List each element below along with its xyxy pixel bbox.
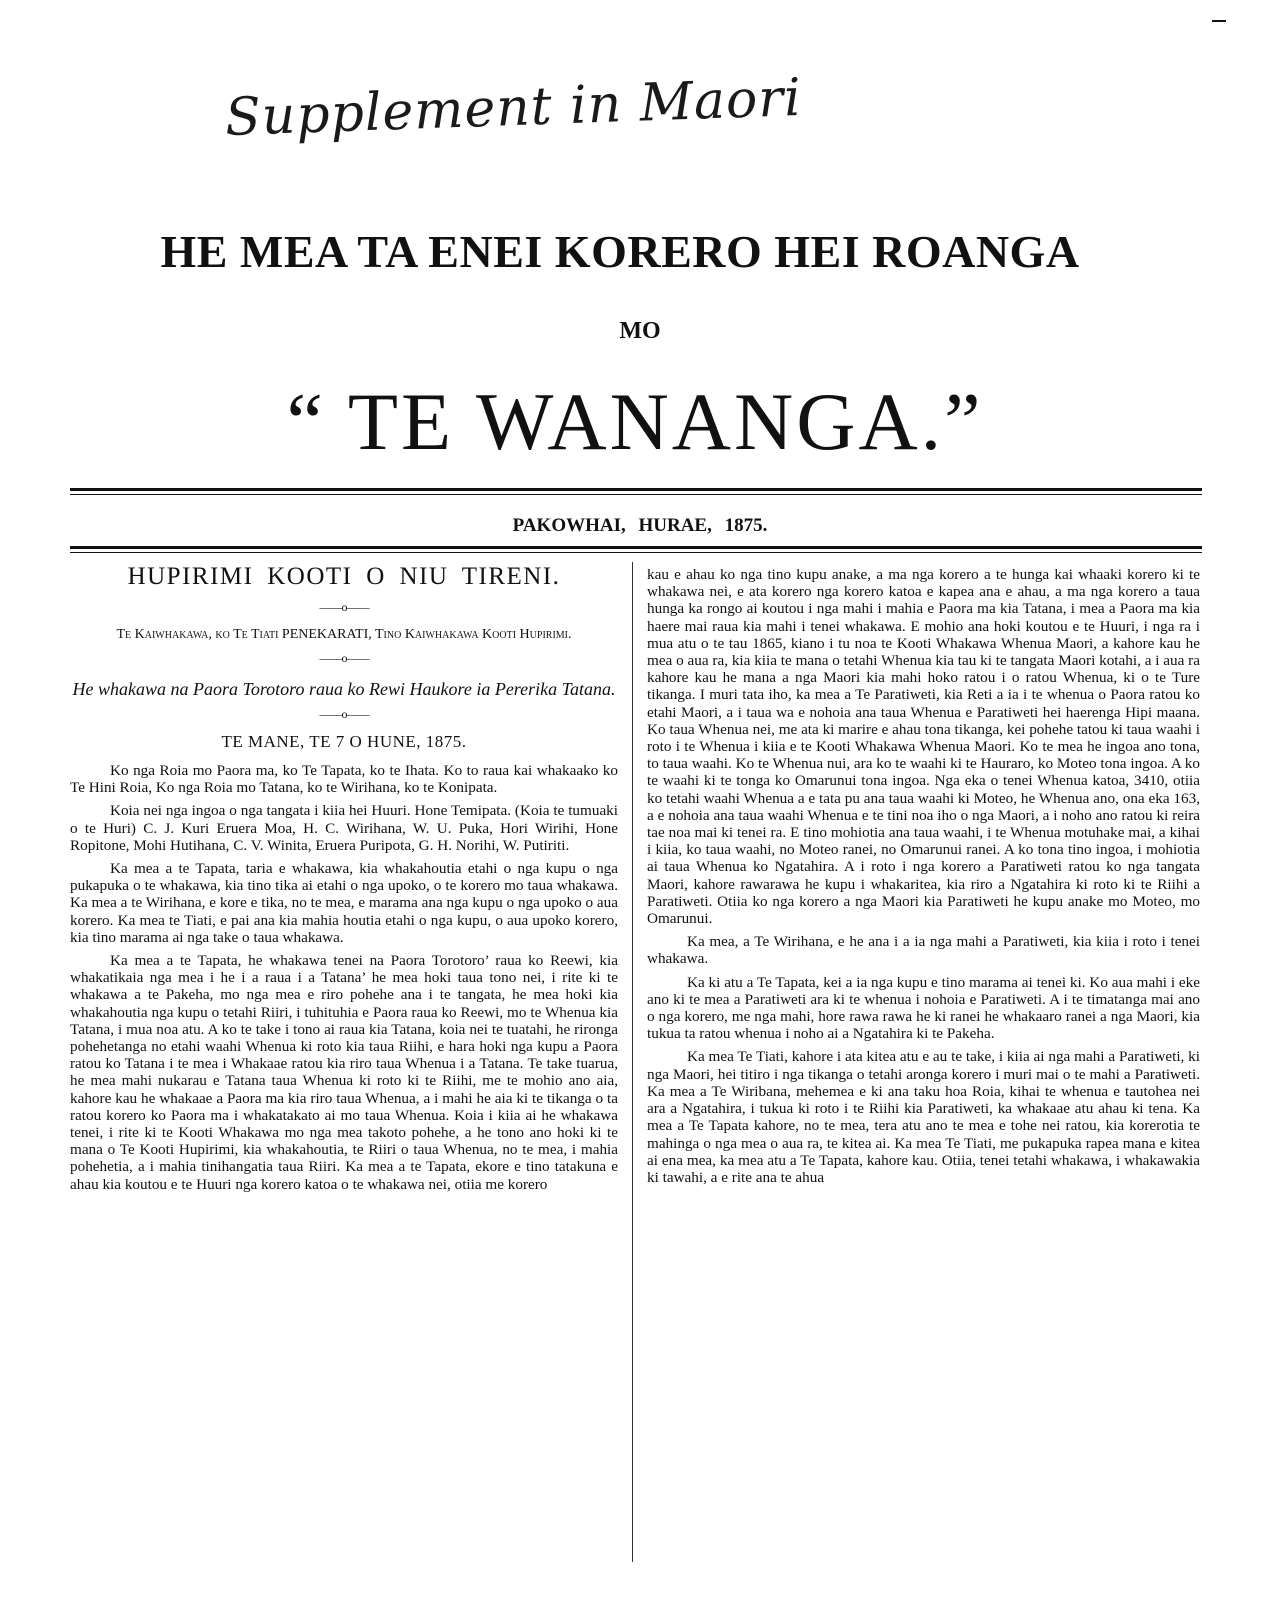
paragraph: Ka mea a te Tapata, he whakawa tenei na Paora Torotoro’ raua ko Reewi, kia whakatikaia nga mea i he i a raua i a Tatana’ he mea hoki taua tono nei, i rite ki te whakawa a te Pakeha, mo nga mea e riro pohehe ana i te tangata, he mea hoki kia whakahoutia nga kupu o tetahi Riiri, i tuhituhia e Paora raua ko Reewi, mo te Whenua kia Tatana, i mua noa atu. A ko te take i tono ai raua kia Tatana, koia nei te tuatahi, he rironga pohehetanga no etahi waahi Whenua ki roto kia taua Riihi, e hara hoki nga kupu a Paora ratou ko Tatana i te mea i Whakaae ratou kia riro taua Whenua i a Tatana. Te take tuarua, he mea mahi nukarau e Tatana taua Whenua ki roto ki te Riihi, me te mohio ano aia, kahore kau he whakaae a Paora ma kia riro taua Whenua, a i mahi he aia ki te tikanga o ta ratou korero ko Paora ma i whakatakato ai mo taua Whenua. Koia i kiia ai he whakawa tenei, i rite ki te Kooti Whakawa mo nga mea takoto pohehe, a he tono ano hoki ki te mana o Te Kooti Hupirimi, kia whakahoutia, te Riiri o taua Whenua, no te mea, i mahia pohehetia, a i mahia tinihangatia taua Riiri. Ka mea a te Tapata, ekore e tino tatakuna e ahau kia koutou e te Huuri nga korero katoa o te whakawa nei, otiia me korero	[70, 952, 618, 1193]
dateline: PAKOWHAI, HURAE, 1875.	[512, 515, 768, 536]
dateline-rule	[70, 546, 1202, 553]
paragraph: kau e ahau ko nga tino kupu anake, a ma nga korero a te hunga kai whaaki korero ki te whakawa nei, e ata korero nga korero katoa e kapea ana e ahau, a ma nga korero a taua hunga ka rongo ai koutou i nga mahi i mahia e Paora ma kia Tatana, i mea a Paora ma kia haere mai raua kia mahi i tenei whakawa. E mohio ana hoki koutou e te Huuri, i nga ra i mua atu o te tau 1865, kiano i tu noa te Kooti Whakawa Whenua Maori, a kahore kau he mea o aua ra, kia kiia te mana o tetahi Whenua kia tau ki te tangata Maori kotahi, a i aua ra kahore kau he mana a nga Maori kia mahi hoko ratou i o ratou Whenua, ki o te Ture tikanga. I muri tata iho, ka mea a Te Paratiweti, kia Reti a ia i te whenua o Paora ratou ko etahi Maori, a i taua wa e nohoia ana taua Whenua e Paratiweti hei haerenga Hipi maana. Ko taua Whenua nei, me ata ki marire e ahau tona tikanga, kei pohehe tatou ki taua waahi i roto i te Whenua i kiia e te Kooti Whakawa Whenua Maori. Ko te mea he ingoa ano tona, to taua waahi. Ko te Whenua nui, ara ko te waahi ki te Hauraro, ko Moteo tona ingoa. A ko te waahi ki te tonga ko Omarunui tona ingoa. Nga eka o tenei Whenua katoa, 3410, otiia ko tetahi waahi Whenua a e tata pu ana taua waahi ki Moteo, he Whenua ano, ona eka 163, a e nohoia ana taua waahi Whenua e te tini noa iho o nga Maori, a i noho ano ratou ki reira tae noa mai ki tenei ra. E tino mohiotia ana taua waahi, i te Whenua motuhake mai, a kihai i kiia, ko taua waahi, no Moteo ranei, no Omarunui ranei. A ko tona tino ingoa, i mohiotia ai taua Whenua ko Ngatahira. A i roto i nga korero a Paratiweti ratou ko nga tangata Maori, kahore rawarawa he kupu i whakaritea, kia riro a Ngatahira ki roto ki te Riihi a Paratiweti. Otiia ko nga korero a nga Maori kia Paratiweti he kupu anake mo Moteo, mo Omarunui.	[647, 566, 1201, 928]
column-divider	[632, 562, 633, 1562]
paragraph: Ka mea, a Te Wirihana, e he ana i a ia nga mahi a Paratiweti, kia kiia i roto i tenei whakawa.	[647, 933, 1200, 968]
main-title: HE MEA TA ENEI KORERO HEI ROANGA	[160, 226, 1080, 277]
paragraph: Ka ki atu a Te Tapata, kei a ia nga kupu e tino marama ai tenei ki. Ko aua mahi i eke ano ki te mea a Paratiweti ara ki te whenua i nohoia e Paratiweti. A i te timatanga mai ano o nga korero, me nga mahi, hore rawa rawa he ki ranei he whakaaro ranei a nga Maori, kia tukua ta ratou whenua i noho ai a Ngatahira ki te Pakeha.	[647, 973, 1200, 1043]
hearing-date: TE MANE, TE 7 O HUNE, 1875.	[221, 731, 467, 751]
ornament-divider: ——o——	[319, 651, 369, 666]
section-title: HUPIRIMI KOOTI O NIU TIRENI.	[127, 563, 561, 590]
case-title: He whakawa na Paora Torotoro raua ko Rewi Haukore ia Pererika Tatana.	[72, 678, 616, 699]
right-column	[647, 566, 1200, 1192]
paragraph: Ko nga Roia mo Paora ma, ko Te Tapata, ko te Ihata. Ko to raua kai whakaako ko Te Hini Roia, Ko nga Roia mo Tatana, ko te Wirihana, ko te Konipata.	[70, 762, 618, 797]
left-column	[70, 563, 618, 1199]
handwritten-note: Supplement in Maori	[224, 67, 803, 149]
judge-line: Te Kaiwhakawa, ko Te Tiati PENEKARATI, Tino Kaiwhakawa Kooti Hupirimi.	[116, 627, 572, 643]
ornament-divider: ——o——	[319, 600, 369, 615]
paragraph: Ka mea a te Tapata, taria e whakawa, kia whakahoutia etahi o nga kupu o nga pukapuka o te whakawa, kia tino tika ai etahi o nga upoko, o te korero mo taua whakawa. Ka mea a te Wirihana, e kore e tika, no te mea, e marama ana nga kupu o nga upoko o aua korero. Ka mea te Tiati, e pai ana kia mahia houtia etahi o nga kupu, o aua upoko korero, kia tino marama ai nga take o taua whakawa.	[70, 860, 618, 946]
title-connector: MO	[619, 318, 661, 344]
scan-mark	[1212, 20, 1226, 22]
paper-name: “ TE WANANGA.”	[286, 376, 984, 467]
paragraph: Koia nei nga ingoa o nga tangata i kiia hei Huuri. Hone Temipata. (Koia te tumuaki o te Huri) C. J. Kuri Eruera Moa, H. C. Wirihana, W. U. Puka, Hori Wirihi, Hone Ropitone, Mohi Hutihana, C. V. Winita, Eruera Puripota, G. H. Norihi, W. Putiriti.	[70, 802, 618, 854]
paragraph: Ka mea Te Tiati, kahore i ata kitea atu e au te take, i kiia ai nga mahi a Paratiweti, ki nga Maori, hei titiro i nga tikanga o tetahi aronga korero i muri mai o te mahi a Paratiweti. Ka mea a Te Wiribana, mehemea e ki ana taku hoa Roia, kihai te whenua e tautohea nei ara a Ngatahira, i tukua ki roto i te Riihi kia Paratiweti, ka whakaae atu ahau ki tena. Ka mea a Te Tapata kahore, no te mea, tera atu ano te mea e tohe nei ratou, kia korerotia te mahinga o nga mea o aua ra, te kitea ai. Ka mea Te Tiati, me pukapuka rapea mana e kitea ai ena mea, ka mea atu a Te Tapata, kahore kau. Otiia, tenei tetahi whakawa, i whakawakia ki tawahi, a e rite ana te ahua	[647, 1048, 1200, 1186]
ornament-divider: ——o——	[319, 706, 369, 721]
masthead-rule	[70, 488, 1202, 495]
